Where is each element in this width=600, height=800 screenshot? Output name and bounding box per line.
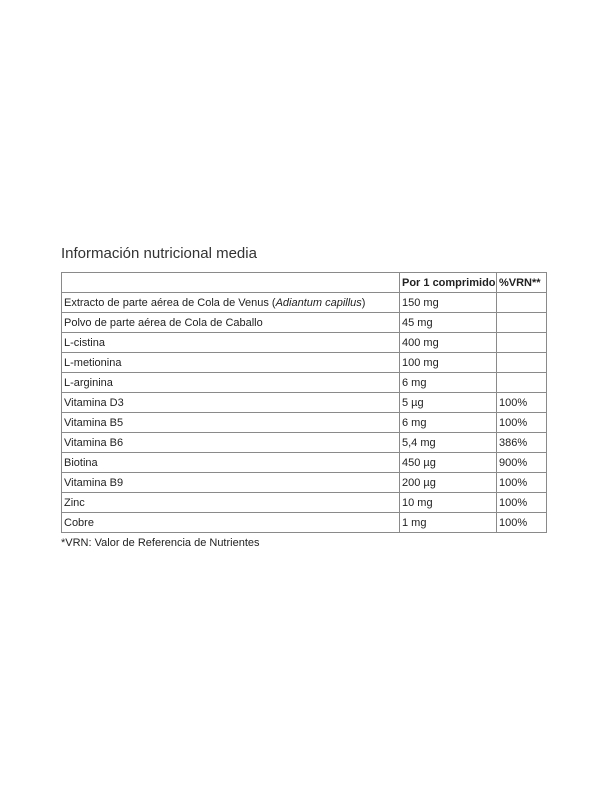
- nutrient-amount: 100 mg: [400, 353, 497, 373]
- nutrition-table: [61, 272, 547, 533]
- nutrient-name-suffix: ): [361, 296, 366, 309]
- table-row: [62, 473, 547, 493]
- nutrient-amount: 450 µg: [400, 453, 497, 473]
- nutrient-amount: 150 mg: [400, 293, 497, 313]
- page-title: Información nutricional media: [61, 245, 257, 262]
- nutrient-vrn: 386%: [497, 433, 547, 453]
- nutrient-name: Cobre: [62, 513, 400, 533]
- nutrient-vrn: [497, 313, 547, 333]
- nutrient-vrn: 100%: [497, 393, 547, 413]
- table-row: [62, 353, 547, 373]
- header-nutrient: [62, 273, 400, 293]
- nutrient-vrn: 100%: [497, 473, 547, 493]
- nutrient-amount: 1 mg: [400, 513, 497, 533]
- table-header-row: [62, 273, 547, 293]
- nutrient-name: Zinc: [62, 493, 400, 513]
- table-row: [62, 413, 547, 433]
- header-vrn: %VRN**: [497, 273, 547, 293]
- nutrient-amount: 5 µg: [400, 393, 497, 413]
- footnote: *VRN: Valor de Referencia de Nutrientes: [61, 537, 260, 549]
- nutrient-name: Vitamina B9: [62, 473, 400, 493]
- nutrient-vrn: 900%: [497, 453, 547, 473]
- nutrient-name: Biotina: [62, 453, 400, 473]
- nutrient-amount: 400 mg: [400, 333, 497, 353]
- nutrient-vrn: [497, 333, 547, 353]
- nutrient-name: L-cistina: [62, 333, 400, 353]
- nutrient-name: [62, 293, 400, 313]
- nutrient-name: L-metionina: [62, 353, 400, 373]
- table-row: [62, 333, 547, 353]
- header-per-tablet: Por 1 comprimido: [400, 273, 497, 293]
- table-row: [62, 293, 547, 313]
- nutrient-name-prefix: Extracto de parte aérea de Cola de Venus (: [64, 296, 276, 309]
- nutrient-vrn: 100%: [497, 493, 547, 513]
- table-row: [62, 373, 547, 393]
- nutrient-amount: 6 mg: [400, 413, 497, 433]
- table-row: [62, 393, 547, 413]
- nutrient-amount: 5,4 mg: [400, 433, 497, 453]
- nutrient-name: Vitamina B6: [62, 433, 400, 453]
- nutrient-name-latin: Adiantum capillus: [275, 296, 362, 309]
- nutrient-name: Polvo de parte aérea de Cola de Caballo: [62, 313, 400, 333]
- nutrient-name: Vitamina D3: [62, 393, 400, 413]
- table-row: [62, 433, 547, 453]
- nutrient-name: L-arginina: [62, 373, 400, 393]
- nutrient-vrn: [497, 353, 547, 373]
- nutrient-vrn: 100%: [497, 413, 547, 433]
- nutrient-vrn: 100%: [497, 513, 547, 533]
- nutrient-name: Vitamina B5: [62, 413, 400, 433]
- nutrient-vrn: [497, 373, 547, 393]
- nutrient-amount: 10 mg: [400, 493, 497, 513]
- nutrition-panel: [61, 244, 547, 550]
- nutrient-amount: 6 mg: [400, 373, 497, 393]
- nutrient-amount: 200 µg: [400, 473, 497, 493]
- table-row: [62, 493, 547, 513]
- nutrient-amount: 45 mg: [400, 313, 497, 333]
- table-row: [62, 313, 547, 333]
- table-row: [62, 513, 547, 533]
- table-row: [62, 453, 547, 473]
- nutrient-vrn: [497, 293, 547, 313]
